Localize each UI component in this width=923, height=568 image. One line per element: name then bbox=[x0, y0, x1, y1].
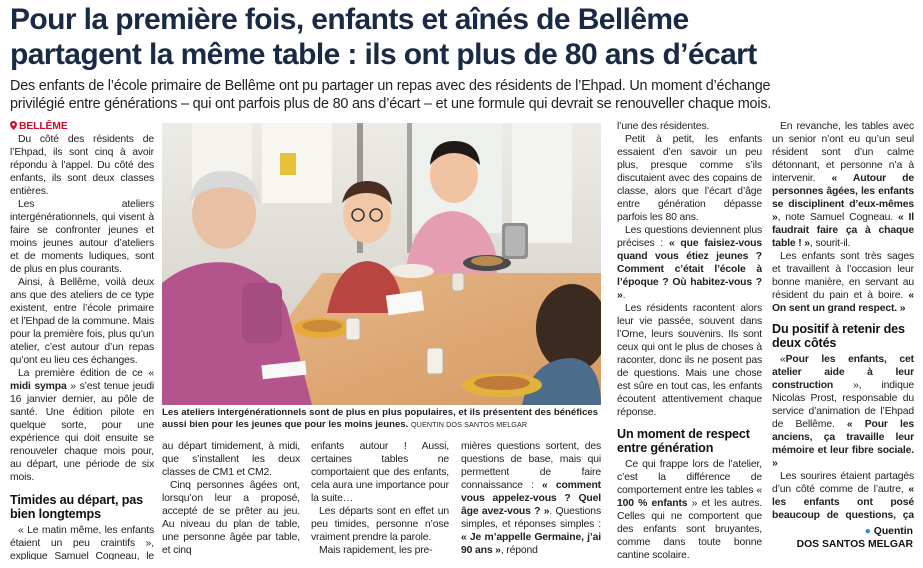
photo-illustration bbox=[162, 123, 601, 405]
paragraph: « Le matin même, les enfants étaient un peu craintifs », explique Samuel Cogneau, le bbox=[10, 525, 154, 560]
paragraph: Les départs sont en effet un peu timides, personne n’ose vraiment prendre la parole. bbox=[311, 506, 449, 543]
article-column-1 bbox=[10, 120, 154, 560]
article-column-6 bbox=[772, 120, 914, 522]
photo-caption bbox=[162, 407, 601, 431]
article-column-2 bbox=[162, 440, 300, 560]
paragraph: Du côté des résidents de l’Ehpad, ils sont cinq à avoir répondu à l’appel. Du côté des enfants, ils sont deux classes entières. bbox=[10, 134, 154, 197]
paragraph: La première édition de ce « midi sympa » s’est tenue jeudi 16 janvier dernier, au pôle de santé. Une édition pilote en quelque sorte, pour une expérience qui doit ensuite se renouveler chaque mois pour, au départ, une période de six mois. bbox=[10, 368, 154, 483]
location-label: BELLÊME bbox=[19, 121, 68, 132]
article-column-3 bbox=[311, 440, 449, 560]
location-line bbox=[10, 120, 154, 133]
headline-line-1: Pour la première fois, enfants et aînés de Bellême bbox=[10, 3, 689, 36]
paragraph: Ainsi, à Bellême, voilà deux ans que des ateliers de ce type existent, entre l’école primaire et l’Ehpad de la commune. Mais pour la première fois, plus qu’un atelier, c’est autour d’un repas qu’ont eu lieu ces échanges. bbox=[10, 277, 154, 366]
paragraph: Les ateliers intergénérationnels, qui visent à faire se confronter jeunes et moins jeunes autour d’ateliers et de moments ludiques, sont de plus en plus courants. bbox=[10, 199, 154, 275]
standfirst-line-2: privilégié entre générations – qui ont parfois plus de 80 ans d’écart – et une formule qui devrait se renouveller chaque mois. bbox=[10, 96, 772, 112]
paragraph: Petit à petit, les enfants essaient d’en savoir un peu plus, presque comme s’ils discutaient avec des copains de classe, alors que l’écart d’âge entre génération dépasse parfois les 80 ans. bbox=[617, 134, 762, 223]
paragraph: au départ timidement, à midi, que s’installent les deux classes de CM1 et CM2. bbox=[162, 441, 300, 478]
paragraph: Les sourires étaient partagés d’un côté comme de l’autre, « les enfants ont posé beaucoup de questions, ça bbox=[772, 471, 914, 521]
standfirst-line-1: Des enfants de l’école primaire de Bellême ont pu partager un repas avec des résidents de l’Ehpad. Un moment d’échange bbox=[10, 78, 771, 94]
paragraph: mières questions sortent, des questions de base, mais qui permettent de faire connaissance : « comment vous appelez-vous ? Quel âge avez-vous ? ». Questions simples, et réponses simples : « Je m’appelle Germaine, j’ai 90 ans », répond bbox=[461, 441, 601, 556]
headline bbox=[10, 2, 915, 72]
paragraph: Ce qui frappe lors de l’atelier, c’est la différence de comportement entre les tables « 100 % enfants » et les autres. Celles qui ne comportent que des enfants sont bruyantes, comme dans toute bonne cantine scolaire. bbox=[617, 459, 762, 560]
paragraph: Les questions deviennent plus précises : « que faisiez-vous quand vous étiez jeunes ? Comment c’était l’école à l’époque ? Où habitez-vous ? ». bbox=[617, 225, 762, 301]
author-last-name: DOS SANTOS MELGAR bbox=[796, 539, 913, 550]
subheading: Timides au départ, pas bien longtemps bbox=[10, 493, 143, 521]
subheading: Du positif à retenir des deux côtés bbox=[772, 322, 905, 350]
headline-line-2: partagent la même table : ils ont plus de 80 ans d’écart bbox=[10, 38, 757, 71]
article-photo bbox=[162, 123, 601, 405]
photo-credit: QUENTIN DOS SANTOS MELGAR bbox=[410, 420, 528, 429]
signature-dot-icon: ● bbox=[864, 526, 871, 537]
paragraph: Cinq personnes âgées ont, lorsqu’on leur a proposé, accepté de se prêter au jeu. Au niveau du plan de table, une personne âgée par table, et cinq bbox=[162, 480, 300, 556]
paragraph: Mais rapidement, les pre- bbox=[319, 545, 433, 556]
location-pin-icon bbox=[10, 121, 17, 130]
standfirst bbox=[10, 77, 915, 113]
paragraph: Les résidents racontent alors leur vie passée, souvent dans l’Orne, leurs souvenirs. Ils sont ceux qui ont le plus de choses à raconter, donc ils ne posent pas de questions. Mais une chose est sûre en tout cas, les enfants écoutent attentivement chaque réponse. bbox=[617, 303, 762, 418]
article-column-4 bbox=[461, 440, 601, 560]
article-column-5 bbox=[617, 120, 762, 560]
paragraph: Les enfants sont très sages et travaillent à l’occasion leur bonne manière, en servant au résident du pain et à boire. « On sent un grand respect. » bbox=[772, 251, 914, 314]
caption-text: Les ateliers intergénérationnels sont de plus en plus populaires, et ils présentent des bénéfices aussi bien pour les jeunes que pour les moins jeunes. bbox=[162, 407, 599, 430]
paragraph: En revanche, les tables avec un senior n’ont eu qu’un seul résident sont d’un calme détonnant, et personne n’a à intervenir. « Autour de personnes âgées, les enfants se disciplinent d’eux-mêmes », note Samuel Cogneau. « Il faudrait faire ça à chaque table ! », sourit-il. bbox=[772, 121, 914, 249]
paragraph: «Pour les enfants, cet atelier aide à leur construction », indique Nicolas Prost, responsable du service d’animation de l’Ehpad de Bellême. « Pour les anciens, ça travaille leur mémoire et leur fibre sociale. » bbox=[772, 354, 914, 469]
author-signature bbox=[780, 525, 913, 551]
paragraph: l’une des résidentes. bbox=[617, 121, 710, 132]
paragraph: enfants autour ! Aussi, certaines tables ne comportaient que des enfants, cela aura une importance pour la suite… bbox=[311, 441, 449, 504]
subheading: Un moment de respect entre génération bbox=[617, 427, 750, 455]
author-first-name: Quentin bbox=[873, 526, 913, 537]
